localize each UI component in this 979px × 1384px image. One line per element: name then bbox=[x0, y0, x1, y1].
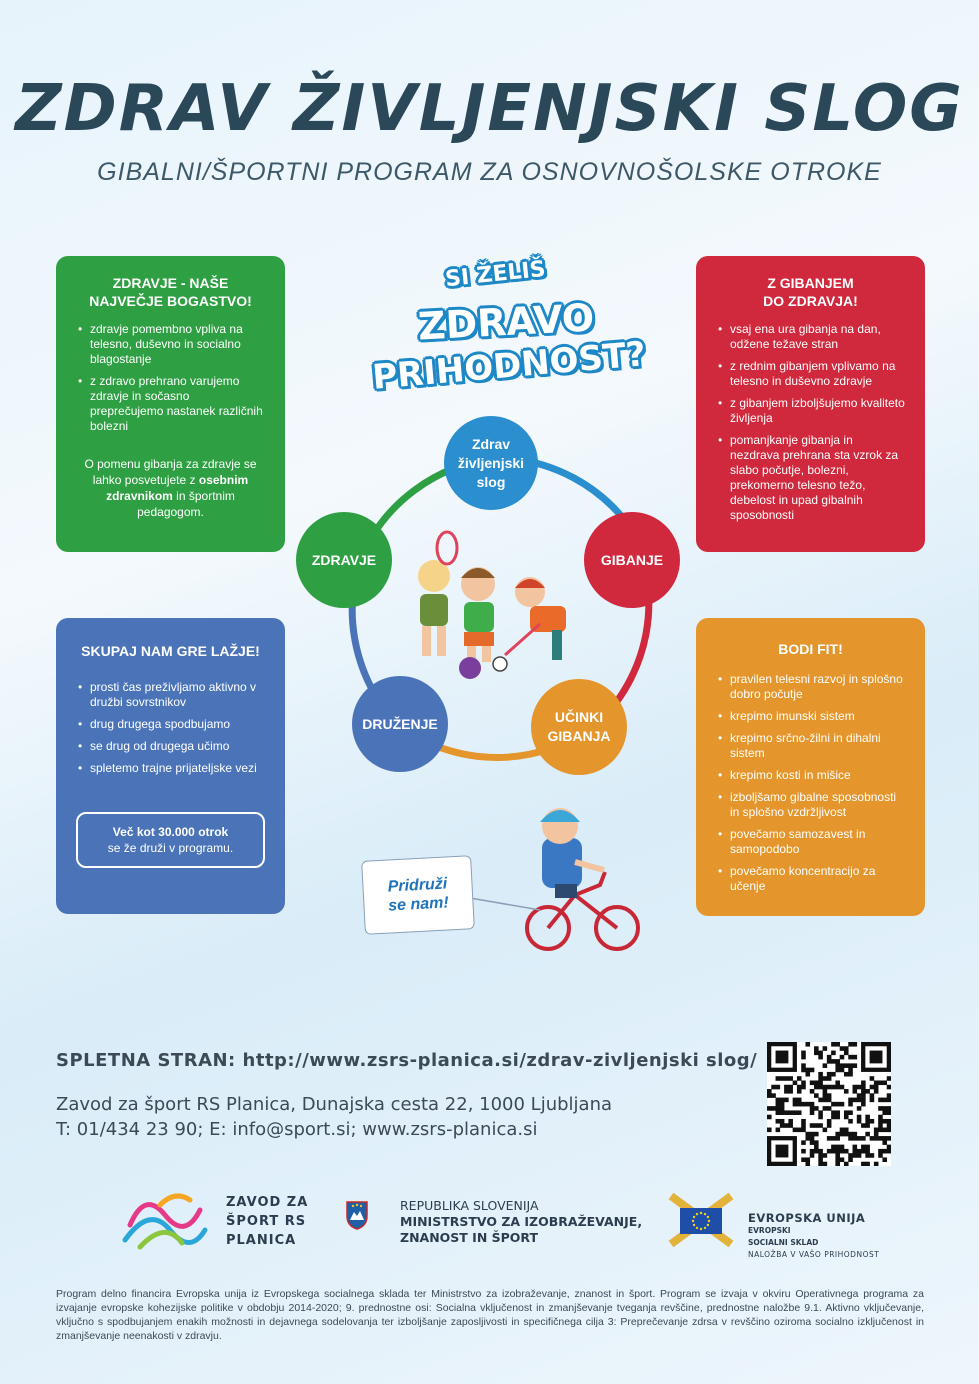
phone-email-line[interactable]: T: 01/434 23 90; E: info@sport.si; www.zsrs-planica.si bbox=[56, 1119, 538, 1140]
republic-label: REPUBLIKA SLOVENIJA bbox=[400, 1198, 539, 1213]
planica-line1: ZAVOD ZA bbox=[226, 1195, 309, 1210]
health-label: ZDRAVJE bbox=[311, 551, 377, 568]
list-item: • povečamo koncentracijo za učenje bbox=[730, 864, 905, 894]
cycle-center-node bbox=[444, 416, 538, 510]
ministry-line1: MINISTRSTVO ZA IZOBRAŽEVANJE, bbox=[400, 1214, 643, 1229]
poster-title: ZDRAV ŽIVLJENJSKI SLOG bbox=[15, 72, 964, 146]
cycle-effects-node bbox=[531, 679, 627, 775]
list-item: • krepimo srčno-žilni in dihalni sistem bbox=[730, 731, 905, 761]
ministry-line2: ZNANOST IN ŠPORT bbox=[400, 1230, 539, 1245]
eu-logo-text bbox=[748, 1213, 879, 1260]
list-item: • krepimo imunski sistem bbox=[730, 709, 905, 724]
list-item: • krepimo kosti in mišice bbox=[730, 768, 905, 783]
list-item: • zdravje pomembno vpliva na telesno, duševno in socialno blagostanje bbox=[90, 322, 265, 367]
movement-label: GIBANJE bbox=[600, 551, 664, 568]
cycle-health-node bbox=[296, 512, 392, 608]
participants-text: se že druži v programu. bbox=[107, 841, 234, 855]
center-line3: slog bbox=[476, 473, 506, 490]
fit-card-title: BODI FIT! bbox=[778, 641, 843, 657]
headline-line1: SI ŽELIŠ bbox=[443, 256, 547, 293]
join-line1: Pridruži bbox=[387, 875, 448, 896]
health-note-pre: O pomenu gibanja za zdravje se lahko posvetujete z bbox=[84, 457, 257, 487]
poster-subtitle: GIBALNI/ŠPORTNI PROGRAM ZA OSNOVNOŠOLSKE OTROKE bbox=[97, 158, 882, 186]
list-item: • pravilen telesni razvoj in splošno dobro počutje bbox=[730, 672, 905, 702]
list-item: • z zdravo prehrano varujemo zdravje in sočasno preprečujemo nastanek različnih bolezni bbox=[90, 374, 265, 434]
health-title-line1: ZDRAVJE - NAŠE bbox=[112, 275, 229, 291]
list-item: • pomanjkanje gibanja in nezdrava prehrana sta vzrok za slabo počutje, bolezni, prekomerno telesno težo, debelost in upad gibalnih sposobnosti bbox=[730, 433, 905, 523]
join-line2: se nam! bbox=[387, 894, 450, 915]
eu-line1: EVROPSKA UNIJA bbox=[748, 1211, 866, 1225]
list-item: • vsaj ena ura gibanja na dan, odžene težave stran bbox=[730, 322, 905, 352]
center-line1: Zdrav bbox=[471, 435, 511, 452]
list-item: • povečamo samozavest in samopodobo bbox=[730, 827, 905, 857]
social-label: DRUŽENJE bbox=[362, 715, 438, 732]
planica-logo-icon bbox=[120, 1185, 210, 1255]
qr-code-icon[interactable] bbox=[767, 1042, 891, 1166]
list-item: • se drug od drugega učimo bbox=[90, 739, 265, 754]
children-illustration bbox=[418, 532, 566, 679]
slovenia-coat-of-arms-icon bbox=[345, 1200, 369, 1230]
effects-line2: GIBANJA bbox=[547, 728, 611, 744]
headline-line3: PRIHODNOST? bbox=[370, 334, 648, 398]
movement-title-line1: Z GIBANJEM bbox=[767, 275, 854, 291]
list-item: • z gibanjem izboljšujemo kvaliteto življenja bbox=[730, 396, 905, 426]
health-title-line2: NAJVEČJE BOGASTVO! bbox=[89, 293, 252, 309]
cycle-movement-node bbox=[584, 512, 680, 608]
esf-logo-icon bbox=[666, 1188, 736, 1252]
ministry-logo-text bbox=[400, 1198, 642, 1246]
participants-count: Več kot 30.000 otrok bbox=[112, 825, 229, 839]
center-line2: življenjski bbox=[457, 454, 525, 471]
eu-line3: SOCIALNI SKLAD bbox=[748, 1238, 819, 1247]
website-line[interactable]: SPLETNA STRAN: http://www.zsrs-planica.si/zdrav-zivljenjski slog/ bbox=[56, 1050, 758, 1071]
join-banner bbox=[361, 855, 475, 935]
health-note-post: in športnim pedagogom. bbox=[137, 489, 235, 519]
together-card-title: SKUPAJ NAM GRE LAŽJE! bbox=[81, 643, 260, 659]
eu-line4: NALOŽBA V VAŠO PRIHODNOST bbox=[748, 1250, 880, 1259]
cycle-social-node bbox=[352, 676, 448, 772]
movement-title-line2: DO ZDRAVJA! bbox=[763, 293, 858, 309]
headline-line2: ZDRAVO bbox=[416, 295, 596, 349]
list-item: • drug drugega spodbujamo bbox=[90, 717, 265, 732]
planica-logo-text bbox=[226, 1193, 308, 1250]
planica-line3: PLANICA bbox=[226, 1233, 297, 1248]
address-line: Zavod za šport RS Planica, Dunajska cesta 22, 1000 Ljubljana bbox=[56, 1094, 613, 1115]
planica-line2: ŠPORT RS bbox=[226, 1214, 307, 1229]
list-item: • prosti čas preživljamo aktivno v družbi sovrstnikov bbox=[90, 680, 265, 710]
list-item: • spletemo trajne prijateljske vezi bbox=[90, 761, 265, 776]
cyclist-illustration bbox=[470, 808, 638, 949]
effects-line1: UČINKI bbox=[554, 709, 604, 725]
health-note-bold: osebnim zdravnikom bbox=[106, 473, 249, 503]
funding-footnote: Program delno financira Evropska unija iz Evropskega socialnega sklada ter Ministrstvo za izobraževanje, znanost in šport. Program se izvaja v okviru Operativnega programa za izvajanje evropske kohezijske politike v obdobju 2014-2020; 9. prednostne osi: Socialna vključenost in zmanjševanje tveganja revščine, prednostne naložbe 9.1. Aktivno vključevanje, vključno s spodbujanjem enakih možnosti in dejavnega sodelovanja ter izboljšanje zaposljivosti in specifičnega cilja 3: Preprečevanje zdrsa v revščino oziroma socialno izključenost in zmanjševanje neenakosti v zdravju. bbox=[56, 1288, 924, 1342]
eu-line2: EVROPSKI bbox=[748, 1226, 791, 1235]
list-item: • z rednim gibanjem vplivamo na telesno in duševno zdravje bbox=[730, 359, 905, 389]
list-item: • izboljšamo gibalne sposobnosti in splošno vzdržljivost bbox=[730, 790, 905, 820]
